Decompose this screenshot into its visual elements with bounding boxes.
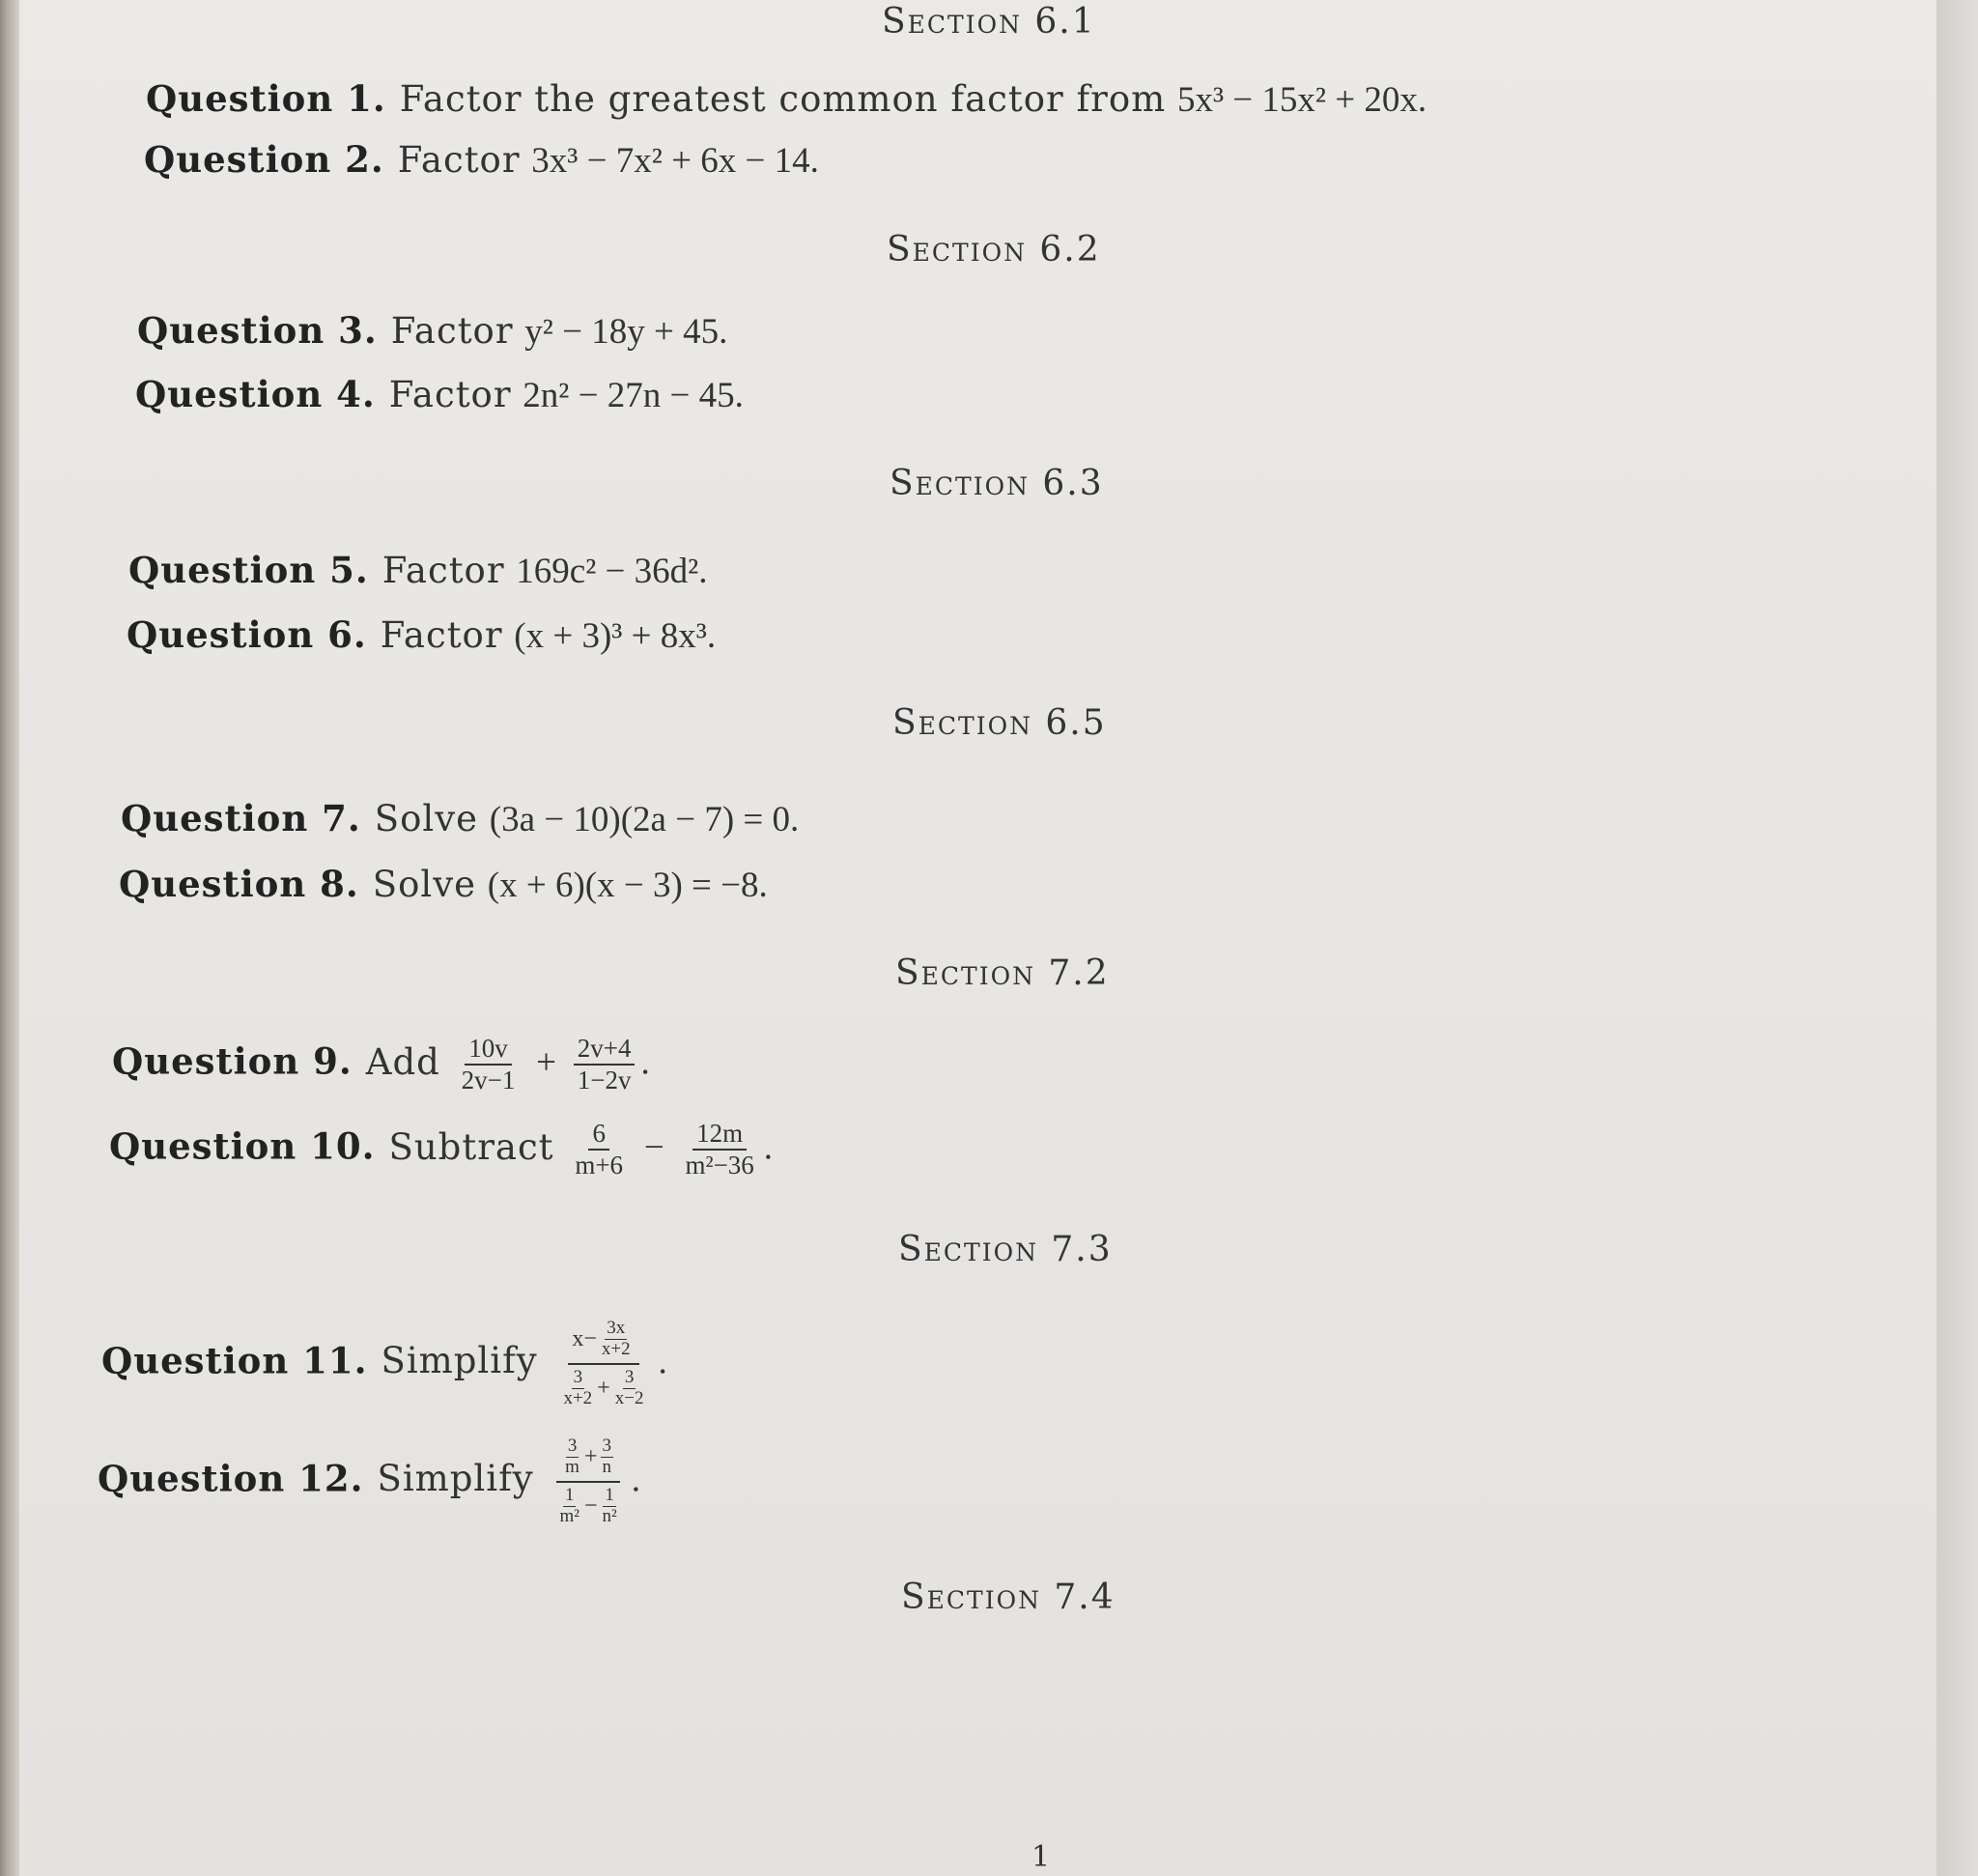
complex-fraction-top bbox=[556, 1436, 620, 1483]
question-expression: (x + 6)(x − 3) = −8. bbox=[487, 866, 768, 905]
question-12 bbox=[98, 1436, 640, 1527]
question-6 bbox=[127, 613, 716, 657]
question-instruction: Factor bbox=[380, 614, 503, 656]
question-label: Question 1. bbox=[146, 77, 386, 120]
small-fraction bbox=[601, 1436, 614, 1478]
section-heading-6-2: Section 6.2 bbox=[887, 230, 1101, 270]
fraction bbox=[458, 1034, 520, 1095]
question-2 bbox=[144, 138, 819, 182]
fraction-numerator: 10v bbox=[465, 1034, 512, 1066]
fraction-denominator: m bbox=[565, 1456, 579, 1477]
fraction bbox=[571, 1119, 627, 1180]
section-heading-6-5: Section 6.5 bbox=[892, 703, 1107, 743]
question-expression: (3a − 10)(2a − 7) = 0. bbox=[489, 800, 800, 839]
fraction-numerator: 3 bbox=[602, 1435, 611, 1456]
operator: + bbox=[536, 1042, 556, 1083]
fraction-numerator: 3x bbox=[607, 1318, 626, 1338]
period: . bbox=[631, 1460, 640, 1500]
question-4 bbox=[135, 373, 744, 416]
fraction-denominator: m²−36 bbox=[685, 1151, 754, 1180]
question-label: Question 6. bbox=[127, 613, 367, 656]
fraction-numerator: 2v+4 bbox=[574, 1034, 636, 1066]
question-label: Question 9. bbox=[112, 1039, 353, 1083]
small-fraction bbox=[557, 1486, 580, 1527]
section-heading-7-3: Section 7.3 bbox=[898, 1230, 1113, 1269]
fraction-numerator: 3 bbox=[624, 1366, 635, 1387]
question-label: Question 7. bbox=[121, 797, 361, 839]
question-5 bbox=[128, 549, 708, 592]
worksheet-page bbox=[19, 0, 1936, 1876]
fraction-denominator: 2v−1 bbox=[461, 1066, 516, 1095]
question-label: Question 5. bbox=[128, 549, 369, 591]
question-3 bbox=[137, 309, 727, 353]
question-expression: (x + 3)³ + 8x³. bbox=[514, 616, 717, 656]
question-instruction: Factor bbox=[381, 550, 505, 591]
question-11 bbox=[101, 1319, 667, 1409]
small-fraction bbox=[601, 1486, 619, 1527]
fraction-numerator: 6 bbox=[588, 1119, 609, 1151]
operator: − bbox=[583, 1325, 597, 1351]
question-instruction: Factor bbox=[388, 374, 512, 415]
question-instruction: Simplify bbox=[377, 1458, 534, 1500]
fraction-denominator: m² bbox=[559, 1505, 579, 1526]
operator: + bbox=[597, 1375, 610, 1401]
question-instruction: Simplify bbox=[381, 1340, 538, 1382]
fraction-denominator: x+2 bbox=[601, 1338, 631, 1359]
period: . bbox=[763, 1127, 774, 1168]
small-fraction bbox=[600, 1319, 633, 1360]
fraction-denominator: n bbox=[602, 1456, 611, 1477]
question-expression: 2n² − 27n − 45. bbox=[523, 376, 744, 415]
question-instruction: Factor the greatest common factor from bbox=[399, 78, 1167, 120]
question-8 bbox=[119, 863, 768, 906]
section-heading-7-2: Section 7.2 bbox=[895, 953, 1110, 993]
page-number: 1 bbox=[1031, 1840, 1051, 1874]
fraction-denominator: 1−2v bbox=[577, 1066, 632, 1095]
fraction-denominator: m+6 bbox=[575, 1151, 624, 1180]
small-fraction bbox=[563, 1436, 581, 1478]
fraction-numerator: 3 bbox=[573, 1366, 583, 1387]
question-10 bbox=[109, 1119, 773, 1180]
section-heading-6-3: Section 6.3 bbox=[890, 464, 1104, 503]
fraction bbox=[574, 1034, 636, 1095]
complex-fraction bbox=[554, 1319, 652, 1409]
question-label: Question 10. bbox=[109, 1124, 376, 1168]
question-expression: 3x³ − 7x² + 6x − 14. bbox=[531, 141, 819, 181]
question-instruction: Factor bbox=[397, 139, 521, 181]
question-7 bbox=[121, 797, 799, 840]
small-fraction bbox=[561, 1368, 594, 1409]
complex-fraction bbox=[551, 1436, 625, 1527]
question-1 bbox=[146, 77, 1427, 121]
period: . bbox=[658, 1342, 667, 1382]
operator: − bbox=[583, 1492, 598, 1519]
question-label: Question 11. bbox=[101, 1339, 368, 1382]
question-label: Question 12. bbox=[98, 1457, 364, 1500]
section-heading-6-1: Section 6.1 bbox=[882, 2, 1096, 42]
question-label: Question 3. bbox=[137, 309, 378, 352]
complex-fraction-bottom bbox=[551, 1483, 625, 1527]
question-instruction: Add bbox=[365, 1040, 440, 1083]
fraction-numerator: 1 bbox=[605, 1484, 614, 1505]
question-9 bbox=[112, 1034, 650, 1095]
section-heading-7-4: Section 7.4 bbox=[901, 1578, 1116, 1617]
question-instruction: Factor bbox=[390, 310, 514, 352]
fraction-denominator: x+2 bbox=[563, 1387, 593, 1408]
question-expression: y² − 18y + 45. bbox=[524, 312, 728, 352]
fraction-numerator: 12m bbox=[692, 1119, 747, 1151]
question-expression: 169c² − 36d². bbox=[516, 552, 708, 591]
operator: − bbox=[643, 1127, 664, 1168]
complex-fraction-top bbox=[568, 1319, 638, 1365]
question-label: Question 2. bbox=[144, 138, 384, 181]
question-expression: 5x³ − 15x² + 20x. bbox=[1176, 80, 1427, 120]
fraction bbox=[681, 1119, 757, 1180]
question-label: Question 4. bbox=[135, 373, 376, 415]
fraction-numerator: 3 bbox=[567, 1435, 578, 1456]
question-instruction: Solve bbox=[372, 864, 477, 905]
small-fraction bbox=[613, 1368, 646, 1409]
complex-fraction-bottom bbox=[554, 1365, 652, 1409]
fraction-denominator: n² bbox=[602, 1505, 617, 1526]
period: . bbox=[640, 1042, 650, 1083]
term: x bbox=[572, 1325, 584, 1351]
fraction-denominator: x−2 bbox=[614, 1387, 644, 1408]
question-instruction: Solve bbox=[374, 798, 479, 839]
fraction-numerator: 1 bbox=[564, 1484, 575, 1505]
question-label: Question 8. bbox=[119, 863, 359, 905]
operator: + bbox=[583, 1443, 598, 1469]
question-instruction: Subtract bbox=[388, 1125, 554, 1168]
